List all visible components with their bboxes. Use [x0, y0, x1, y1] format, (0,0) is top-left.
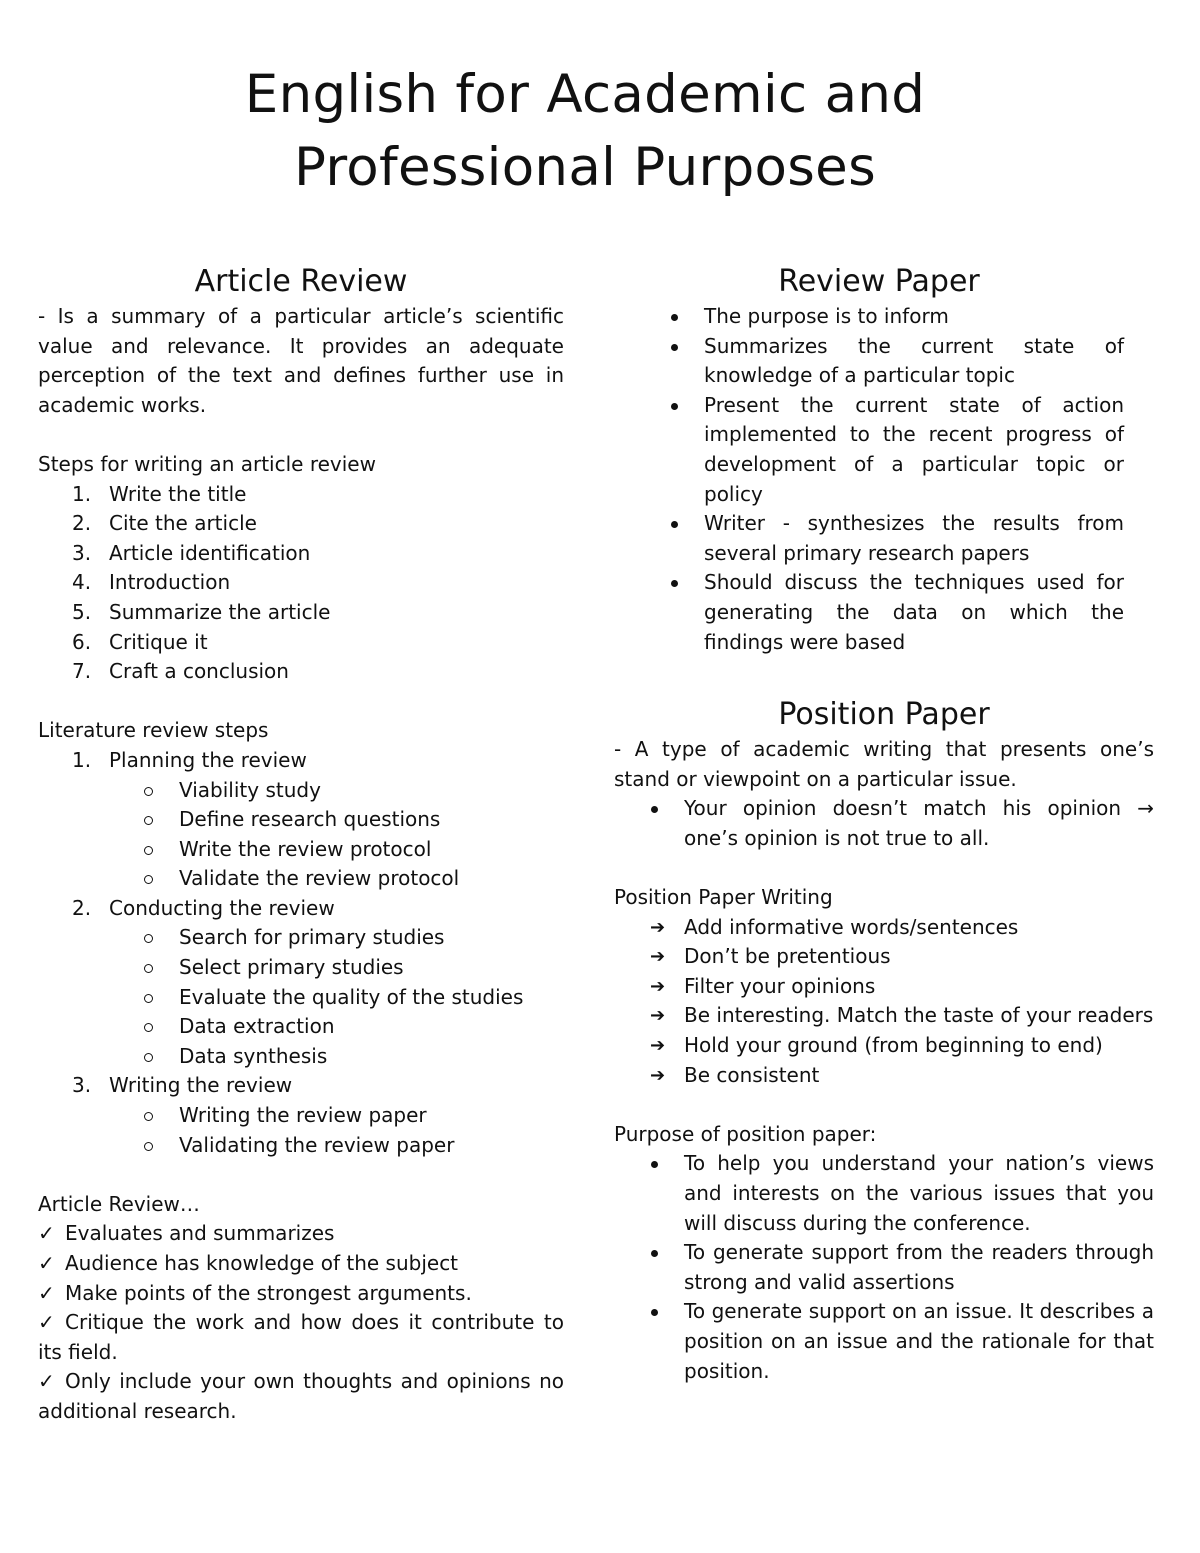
- sub-list-item: Data extraction: [38, 1012, 564, 1042]
- list-item: 7. Craft a conclusion: [72, 659, 289, 684]
- checkmark-icon: ✓: [38, 1221, 55, 1246]
- list-item: 1. Planning the review: [72, 747, 307, 772]
- checkmark-icon: ✓: [38, 1251, 55, 1275]
- sub-list: [38, 923, 564, 1071]
- position-paper-writing-label: Position Paper Writing: [614, 885, 833, 910]
- list-item: 1. Write the title: [72, 481, 247, 506]
- list-item: ➔ Don’t be pretentious: [614, 942, 1154, 972]
- article-review-heading: Article Review: [194, 264, 408, 299]
- list-item: ➔ Add informative words/sentences: [614, 913, 1154, 943]
- arrow-right-icon: ➔: [650, 1064, 666, 1086]
- list-item: Should discuss the techniques used for generating the data on which the findings were based: [634, 568, 1124, 657]
- bullet-icon: [671, 344, 678, 351]
- title-line-1: English for Academic and: [244, 64, 926, 125]
- circle-bullet-icon: [144, 875, 153, 884]
- literature-steps-list: [38, 746, 564, 776]
- bullet-icon: [671, 521, 678, 528]
- sub-list-item: Define research questions: [38, 805, 564, 835]
- review-paper-list: [634, 302, 1124, 657]
- sub-list: [38, 776, 564, 894]
- bullet-icon: [671, 314, 678, 321]
- sub-list-item: Validating the review paper: [38, 1131, 564, 1161]
- check-item: ✓ Audience has knowledge of the subject: [38, 1249, 564, 1279]
- bullet-icon: [651, 1309, 658, 1316]
- list-item: ➔ Hold your ground (from beginning to end): [614, 1031, 1154, 1061]
- circle-bullet-icon: [144, 934, 153, 943]
- circle-bullet-icon: [144, 994, 153, 1003]
- left-column: [38, 262, 564, 1427]
- steps-label: Steps for writing an article review: [38, 451, 376, 476]
- circle-bullet-icon: [144, 787, 153, 796]
- circle-bullet-icon: [144, 1112, 153, 1121]
- list-item: 2. Conducting the review: [72, 895, 335, 920]
- position-paper-list: [614, 794, 1154, 853]
- arrow-right-icon: ➔: [650, 916, 666, 938]
- check-item: ✓ Make points of the strongest arguments.: [38, 1279, 564, 1309]
- list-item: Present the current state of action implemented to the recent progress of development of a particular topic or policy: [634, 391, 1124, 509]
- right-column: [614, 262, 1154, 1386]
- circle-bullet-icon: [144, 816, 153, 825]
- list-item: Your opinion doesn’t match his opinion → one’s opinion is not true to all.: [614, 794, 1154, 853]
- bullet-icon: [651, 1250, 658, 1257]
- checkmark-icon: ✓: [38, 1369, 55, 1394]
- checkmark-icon: ✓: [38, 1310, 55, 1335]
- circle-bullet-icon: [144, 1053, 153, 1062]
- list-item: 6. Critique it: [72, 629, 208, 654]
- circle-bullet-icon: [144, 846, 153, 855]
- sub-list-item: Viability study: [38, 776, 564, 806]
- bullet-icon: [671, 403, 678, 410]
- circle-bullet-icon: [144, 964, 153, 973]
- list-item: ➔ Be interesting. Match the taste of your readers: [614, 1001, 1154, 1031]
- list-item: Summarizes the current state of knowledge of a particular topic: [634, 332, 1124, 391]
- list-item: Writer - synthesizes the results from several primary research papers: [634, 509, 1124, 568]
- list-item: ➔ Be consistent: [614, 1061, 1154, 1091]
- list-item: The purpose is to inform: [634, 302, 1124, 332]
- sub-list-item: Data synthesis: [38, 1042, 564, 1072]
- bullet-icon: [651, 806, 658, 813]
- sub-list-item: Write the review protocol: [38, 835, 564, 865]
- list-item: To generate support on an issue. It describes a position on an issue and the rationale for that position.: [614, 1297, 1154, 1386]
- sub-list-item: Search for primary studies: [38, 923, 564, 953]
- review-paper-heading: Review Paper: [778, 264, 980, 299]
- sub-list-item: Select primary studies: [38, 953, 564, 983]
- checkmark-icon: ✓: [38, 1280, 55, 1305]
- title-line-2: Professional Purposes: [294, 137, 876, 198]
- arrow-right-icon: ➔: [650, 946, 666, 968]
- purpose-list: [614, 1149, 1154, 1386]
- bullet-icon: [651, 1161, 658, 1168]
- check-item: ✓ Critique the work and how does it contribute to its field.: [38, 1310, 564, 1364]
- list-item: 3. Article identification: [72, 540, 311, 565]
- check-item: ✓ Only include your own thoughts and opinions no additional research.: [38, 1369, 564, 1423]
- position-paper-intro: - A type of academic writing that presents one’s stand or viewpoint on a particular issue.: [614, 737, 1154, 791]
- sub-list-item: Evaluate the quality of the studies: [38, 983, 564, 1013]
- arrow-right-icon: ➔: [650, 975, 666, 997]
- arrow-right-icon: ➔: [650, 1035, 666, 1057]
- list-item: 5. Summarize the article: [72, 599, 331, 624]
- position-paper-heading: Position Paper: [778, 697, 990, 733]
- article-review-intro: - Is a summary of a particular article’s scientific value and relevance. It provides an adequate perception of the text and defines further use in academic works.: [38, 304, 564, 417]
- check-item: ✓ Evaluates and summarizes: [38, 1219, 564, 1249]
- list-item: 3. Writing the review: [72, 1073, 293, 1098]
- list-item: ➔ Filter your opinions: [614, 972, 1154, 1002]
- sub-list-item: Validate the review protocol: [38, 864, 564, 894]
- writing-tips-list: [614, 913, 1154, 1091]
- list-item: 2. Cite the article: [72, 511, 257, 536]
- document-title: [0, 58, 1170, 204]
- arrow-right-icon: ➔: [650, 1005, 666, 1027]
- literature-review-label: Literature review steps: [38, 718, 269, 743]
- steps-list: [38, 480, 564, 687]
- sub-list-item: Writing the review paper: [38, 1101, 564, 1131]
- circle-bullet-icon: [144, 1142, 153, 1151]
- list-item: 4. Introduction: [72, 570, 231, 595]
- list-item: To help you understand your nation’s views and interests on the various issues that you will discuss during the conference.: [614, 1149, 1154, 1238]
- list-item: To generate support from the readers through strong and valid assertions: [614, 1238, 1154, 1297]
- circle-bullet-icon: [144, 1023, 153, 1032]
- article-review-checklist-label: Article Review…: [38, 1191, 200, 1216]
- purpose-label: Purpose of position paper:: [614, 1121, 877, 1146]
- bullet-icon: [671, 580, 678, 587]
- sub-list: [38, 1101, 564, 1160]
